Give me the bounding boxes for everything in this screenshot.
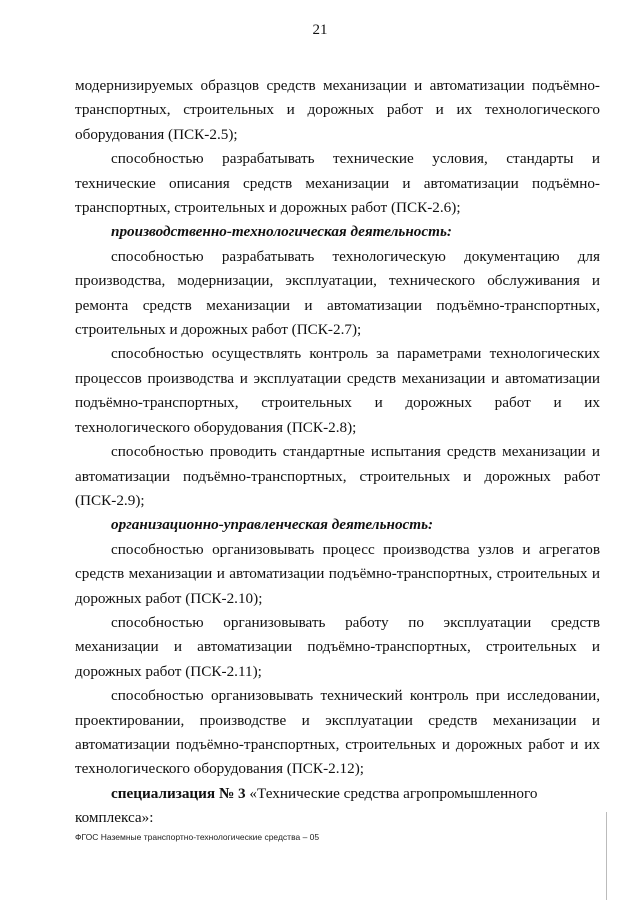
specialization-label: специализация № 3 bbox=[111, 784, 246, 802]
section-heading: организационно-управленческая деятельность: bbox=[111, 516, 434, 534]
paragraph: способностью проводить стандартные испытания средств механизации и автоматизации подъёмно-транспортных, строительных и дорожных работ (ПСК-2.9); bbox=[75, 443, 600, 509]
paragraph: способностью осуществлять контроль за параметрами технологических процессов производства и эксплуатации средств механизации и автоматизации подъёмно-транспортных, строительных и дорожных работ и их технологического оборудования (ПСК-2.8); bbox=[75, 345, 600, 436]
specialization-title: «Технические средства агропромышленного комплекса»: bbox=[75, 784, 538, 827]
paragraph: модернизируемых образцов средств механизации и автоматизации подъёмно-транспортных, строительных и дорожных работ и их технологического оборудования (ПСК-2.5); bbox=[75, 77, 600, 143]
paragraph: способностью организовывать работу по эксплуатации средств механизации и автоматизации подъёмно-транспортных, строительных и дорожных работ (ПСК-2.11); bbox=[75, 613, 600, 680]
specialization-line bbox=[75, 782, 600, 831]
page-number: 21 bbox=[312, 22, 328, 38]
paragraph: способностью разрабатывать технические условия, стандарты и технические описания средств механизации и автоматизации подъёмно-транспортных, строительных и дорожных работ (ПСК-2.6); bbox=[75, 150, 600, 217]
paragraph: способностью организовывать технический контроль при исследовании, проектировании, производстве и эксплуатации средств механизации и автоматизации подъёмно-транспортных, строительных и дорожных работ и их технологического оборудования (ПСК-2.12); bbox=[75, 687, 600, 778]
paragraph: способностью разрабатывать технологическую документацию для производства, модернизации, эксплуатации, технического обслуживания и ремонта средств механизации и автоматизации подъёмно-транспортных, строительных и дорожных работ (ПСК-2.7); bbox=[75, 247, 600, 339]
scan-edge-line bbox=[606, 812, 607, 900]
paragraph: способностью организовывать процесс производства узлов и агрегатов средств механизации и автоматизации подъёмно-транспортных, строительных и дорожных работ (ПСК-2.10); bbox=[75, 540, 600, 607]
section-heading: производственно-технологическая деятельность: bbox=[111, 223, 452, 241]
document-body bbox=[75, 74, 600, 831]
page-footer: ФГОС Наземные транспортно-технологические средства – 05 bbox=[75, 832, 320, 842]
